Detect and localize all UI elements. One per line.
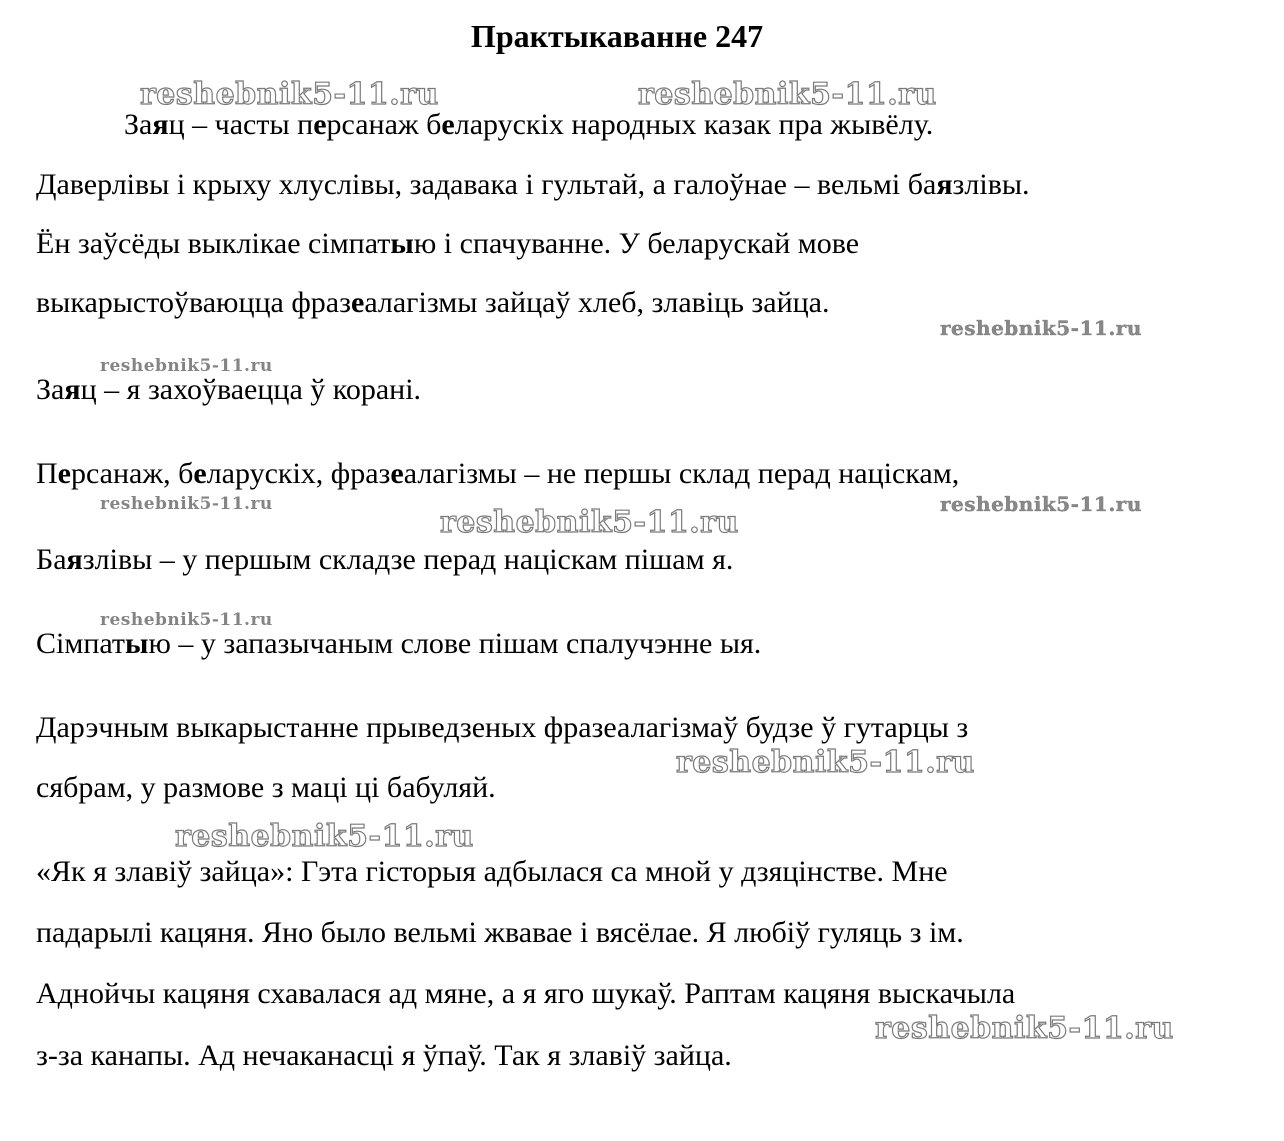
explanation-line	[36, 629, 761, 659]
text-run: ларускіх, фраз	[206, 457, 391, 490]
story-line: Аднойчы кацяня схавалася ад мяне, а я яго шукаў. Раптам кацяня выскачыла	[36, 977, 1016, 1010]
text-run: ц – часты п	[168, 108, 314, 141]
text-run: злівы.	[952, 168, 1030, 201]
watermark: reshebnik5-11.ru	[175, 819, 474, 854]
paragraph-line	[36, 170, 1030, 200]
story-line: з-за канапы. Ад нечаканасці я ўпаў. Так я злавіў зайца.	[36, 1039, 732, 1072]
usage-line: сябрам, у размове з маці ці бабуляй.	[36, 771, 496, 804]
highlighted-letter: е	[441, 108, 455, 141]
usage-line: Дарэчным выкарыстанне прыведзеных фразеалагізмаў будзе ў гутарцы з	[36, 711, 969, 744]
explanation-line	[36, 459, 959, 489]
highlighted-letter: я	[66, 543, 83, 576]
text-run: алагізмы – не першы склад перад націскам,	[403, 457, 960, 490]
text-run: ю і спачуванне. У беларускай мове	[413, 227, 860, 260]
watermark: reshebnik5-11.ru	[638, 77, 937, 112]
text-run: ларускіх народных казак пра жывёлу.	[454, 108, 934, 141]
highlighted-letter: е	[313, 108, 327, 141]
text-run: Ба	[36, 543, 67, 576]
watermark: reshebnik5-11.ru	[100, 494, 273, 514]
highlighted-letter: е	[350, 286, 365, 319]
text-run: Сімпат	[36, 627, 126, 660]
paragraph-line	[124, 110, 933, 140]
explanation-line	[36, 375, 421, 405]
paragraph-line	[36, 229, 859, 259]
watermark: reshebnik5-11.ru	[440, 505, 739, 540]
watermark: reshebnik5-11.ru	[100, 356, 273, 376]
text-run: Даверлівы і крыху хлуслівы, задавака і гультай, а галоўнае – вельмі ба	[36, 168, 937, 201]
highlighted-letter: ы	[125, 627, 149, 660]
explanation-line	[36, 545, 733, 575]
watermark: reshebnik5-11.ru	[875, 1011, 1174, 1046]
highlighted-letter: я	[64, 373, 81, 406]
watermark: reshebnik5-11.ru	[100, 610, 273, 630]
text-run: ю – у запазычаным слове пішам спалучэнне ыя.	[148, 627, 762, 660]
text-run: алагізмы зайцаў хлеб, злавіць зайца.	[364, 286, 830, 319]
text-run: выкарыстоўваюцца фраз	[36, 286, 351, 319]
paragraph-line	[36, 288, 830, 318]
highlighted-letter: е	[193, 457, 207, 490]
watermark: reshebnik5-11.ru	[940, 316, 1142, 340]
highlighted-letter: я	[936, 168, 953, 201]
text-run: рсанаж б	[326, 108, 442, 141]
text-run: Ён заўсёды выклікае сімпат	[36, 227, 391, 260]
text-run: За	[124, 108, 153, 141]
text-run: ц – я захоўваецца ў корані.	[80, 373, 422, 406]
text-run: П	[36, 457, 58, 490]
story-line: падарылі кацяня. Яно было вельмі жвавае і вясёлае. Я любіў гуляць з ім.	[36, 916, 964, 949]
story-line: «Як я злавіў зайца»: Гэта гісторыя адбылася са мной у дзяцінстве. Мне	[36, 855, 948, 888]
page-title: Практыкаванне 247	[470, 18, 764, 54]
highlighted-letter: е	[390, 457, 404, 490]
text-run: злівы – у першым складзе перад націскам пішам я.	[82, 543, 734, 576]
watermark: reshebnik5-11.ru	[940, 492, 1142, 516]
highlighted-letter: я	[152, 108, 169, 141]
text-run: рсанаж, б	[71, 457, 194, 490]
watermark: reshebnik5-11.ru	[140, 77, 439, 112]
watermark: reshebnik5-11.ru	[676, 745, 975, 780]
highlighted-letter: ы	[390, 227, 414, 260]
highlighted-letter: е	[57, 457, 71, 490]
text-run: За	[36, 373, 65, 406]
